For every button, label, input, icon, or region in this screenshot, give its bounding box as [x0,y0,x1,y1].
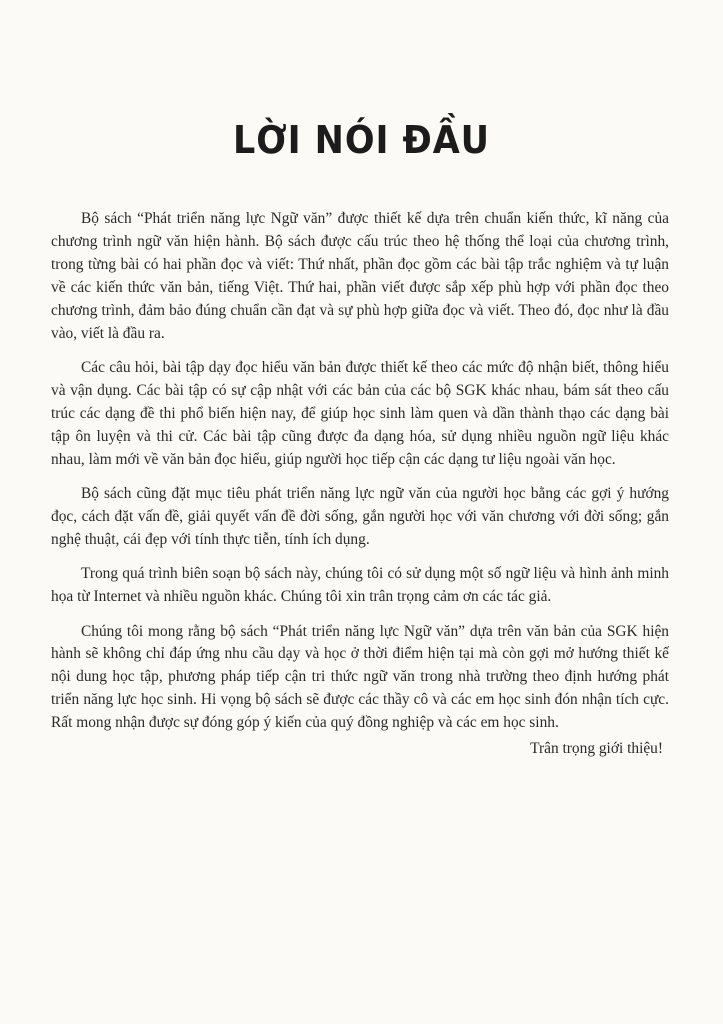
paragraph-4: Trong quá trình biên soạn bộ sách này, chúng tôi có sử dụng một số ngữ liệu và hình ảnh minh họa từ Internet và nhiều nguồn khác. Chúng tôi xin trân trọng cảm ơn các tác giả. [51,565,669,606]
preface-body [51,208,669,760]
signature: Trân trọng giới thiệu! [530,739,663,757]
paragraph-2: Các câu hỏi, bài tập dạy đọc hiểu văn bản được thiết kế theo các mức độ nhận biết, thông hiểu và vận dụng. Các bài tập có sự cập nhật với các bản của các bộ SGK khác nhau, bám sát theo cấu trúc các dạng đề thi phổ biến hiện nay, để giúp học sinh làm quen và dần thành thạo các dạng bài tập ôn luyện và thi cử. Các bài tập cũng được đa dạng hóa, sử dụng nhiều nguồn ngữ liệu khác nhau, làm mới về văn bản đọc hiểu, giúp người học tiếp cận các dạng tư liệu ngoài văn học. [51,358,669,468]
paragraph-3: Bộ sách cũng đặt mục tiêu phát triển năng lực ngữ văn của người học bằng các gợi ý hướng đọc, cách đặt vấn đề, giải quyết vấn đề đời sống, gắn người học với văn chương với đời sống; gắn nghệ thuật, cái đẹp với tính thực tiễn, tính ích dụng. [51,484,669,548]
paragraph-1: Bộ sách “Phát triển năng lực Ngữ văn” được thiết kế dựa trên chuẩn kiến thức, kĩ năng của chương trình ngữ văn hiện hành. Bộ sách được cấu trúc theo hệ thống thể loại của chương trình, trong từng bài có hai phần đọc và viết: Thứ nhất, phần đọc gồm các bài tập trắc nghiệm và tự luận về các kiến thức văn bản, tiếng Việt. Thứ hai, phần viết được sắp xếp phù hợp với phần đọc theo chương trình, đảm bảo đúng chuẩn cần đạt và sự phù hợp giữa đọc và viết. Theo đó, đọc như là đầu vào, viết là đầu ra. [51,210,669,342]
page-title: LỜI NÓI ĐẦU [232,118,490,162]
paragraph-5: Chúng tôi mong rằng bộ sách “Phát triển năng lực Ngữ văn” dựa trên văn bản của SGK hiện hành sẽ không chỉ đáp ứng nhu cầu dạy và học ở thời điểm hiện tại mà còn gợi mở hướng thiết kế nội dung học tập, phương pháp tiếp cận tri thức ngữ văn trong nhà trường theo định hướng phát triển năng lực học sinh. Hi vọng bộ sách sẽ được các thầy cô và các em học sinh đón nhận tích cực. Rất mong nhận được sự đóng góp ý kiến của quý đồng nghiệp và các em học sinh. [51,622,669,732]
